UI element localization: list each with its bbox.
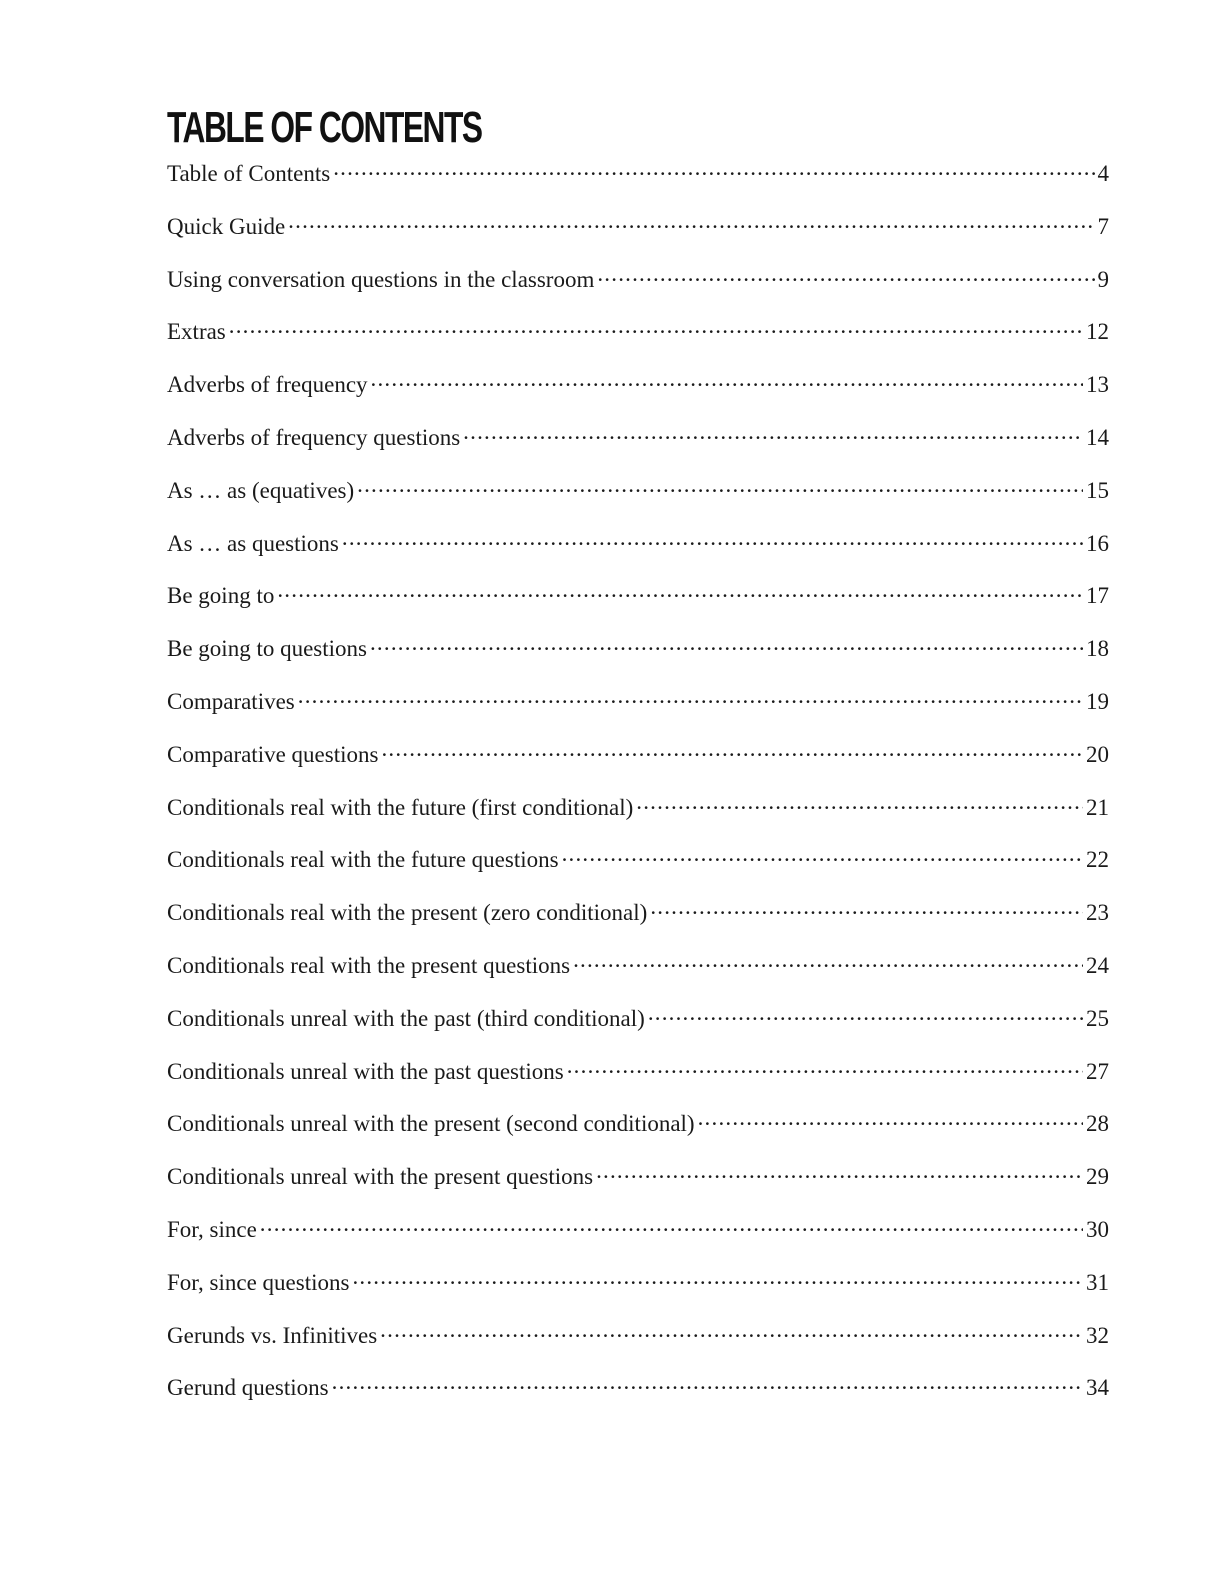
- toc-entry[interactable]: [167, 1267, 1109, 1320]
- toc-entry-title: For, since questions: [167, 1269, 350, 1295]
- dot-leader: [573, 950, 1083, 973]
- toc-page-number: 13: [1086, 372, 1109, 398]
- toc-entry[interactable]: [167, 1320, 1109, 1373]
- toc-entry[interactable]: [167, 369, 1109, 422]
- toc-list: [167, 158, 1109, 1425]
- toc-page-number: 18: [1086, 636, 1109, 662]
- toc-entry-title: Be going to questions: [167, 636, 367, 662]
- dot-leader: [380, 1320, 1083, 1343]
- toc-page-number: 9: [1097, 266, 1109, 292]
- dot-leader: [342, 528, 1083, 551]
- toc-page-number: 28: [1086, 1111, 1109, 1137]
- toc-entry-title: Comparative questions: [167, 741, 379, 767]
- toc-entry-title: Using conversation questions in the classroom: [167, 266, 595, 292]
- dot-leader: [371, 369, 1083, 392]
- toc-page-number: 12: [1086, 319, 1109, 345]
- toc-entry[interactable]: [167, 1108, 1109, 1161]
- toc-entry-title: Conditionals unreal with the past questions: [167, 1058, 564, 1084]
- dot-leader: [597, 264, 1094, 287]
- dot-leader: [463, 422, 1083, 445]
- toc-entry[interactable]: [167, 897, 1109, 950]
- toc-page-number: 15: [1086, 477, 1109, 503]
- toc-page-number: 4: [1097, 161, 1109, 186]
- dot-leader: [636, 792, 1083, 815]
- toc-entry[interactable]: [167, 1214, 1109, 1267]
- dot-leader: [260, 1214, 1083, 1237]
- toc-entry-title: Conditionals unreal with the present (second conditional): [167, 1111, 695, 1137]
- dot-leader: [288, 211, 1094, 234]
- toc-entry-title: Gerunds vs. Infinitives: [167, 1322, 378, 1348]
- toc-entry-title: Adverbs of frequency: [167, 372, 368, 398]
- toc-entry-title: Conditionals real with the present questions: [167, 952, 571, 978]
- toc-entry-title: Conditionals real with the present (zero conditional): [167, 900, 648, 926]
- toc-entry-title: Be going to: [167, 583, 275, 609]
- toc-entry-title: Adverbs of frequency questions: [167, 424, 461, 450]
- dot-leader: [229, 316, 1083, 339]
- toc-page-number: 25: [1086, 1005, 1109, 1031]
- toc-entry[interactable]: [167, 158, 1109, 211]
- toc-entry-title: Conditionals real with the future questions: [167, 847, 559, 873]
- toc-entry-title: Conditionals real with the future (first conditional): [167, 794, 634, 820]
- toc-entry[interactable]: [167, 792, 1109, 845]
- toc-page-number: 34: [1086, 1375, 1109, 1401]
- toc-entry-title: Quick Guide: [167, 213, 286, 239]
- toc-entry-title: Extras: [167, 319, 226, 345]
- dot-leader: [381, 739, 1083, 762]
- toc-page-number: 7: [1097, 213, 1109, 239]
- toc-page-number: 29: [1086, 1164, 1109, 1190]
- toc-entry[interactable]: [167, 264, 1109, 317]
- toc-page-number: 31: [1086, 1269, 1109, 1295]
- toc-page-number: 20: [1086, 741, 1109, 767]
- toc-page-number: 16: [1086, 530, 1109, 556]
- toc-entry-title: Gerund questions: [167, 1375, 329, 1401]
- toc-entry-title: Conditionals unreal with the past (third conditional): [167, 1005, 645, 1031]
- toc-entry[interactable]: [167, 316, 1109, 369]
- toc-entry[interactable]: [167, 686, 1109, 739]
- toc-page-number: 22: [1086, 847, 1109, 873]
- toc-entry[interactable]: [167, 950, 1109, 1003]
- toc-entry-title: Conditionals unreal with the present questions: [167, 1164, 594, 1190]
- toc-entry-title: As … as (equatives): [167, 477, 355, 503]
- toc-entry[interactable]: [167, 211, 1109, 264]
- toc-page-number: 17: [1086, 583, 1109, 609]
- dot-leader: [352, 1267, 1083, 1290]
- toc-entry[interactable]: [167, 1056, 1109, 1109]
- toc-page-number: 27: [1086, 1058, 1109, 1084]
- dot-leader: [357, 475, 1083, 498]
- dot-leader: [698, 1108, 1083, 1131]
- toc-entry-title: As … as questions: [167, 530, 339, 556]
- toc-entry[interactable]: [167, 739, 1109, 792]
- toc-page-number: 21: [1086, 794, 1109, 820]
- toc-page-number: 23: [1086, 900, 1109, 926]
- dot-leader: [333, 158, 1094, 181]
- toc-entry-title: For, since: [167, 1216, 257, 1242]
- toc-entry[interactable]: [167, 1372, 1109, 1425]
- toc-page-number: 32: [1086, 1322, 1109, 1348]
- dot-leader: [562, 844, 1083, 867]
- toc-page-number: 19: [1086, 688, 1109, 714]
- toc-entry[interactable]: [167, 475, 1109, 528]
- toc-entry[interactable]: [167, 1003, 1109, 1056]
- toc-page-number: 14: [1086, 424, 1109, 450]
- toc-entry-title: Comparatives: [167, 688, 295, 714]
- dot-leader: [567, 1056, 1083, 1079]
- toc-entry[interactable]: [167, 633, 1109, 686]
- dot-leader: [596, 1161, 1083, 1184]
- dot-leader: [298, 686, 1083, 709]
- toc-entry[interactable]: [167, 422, 1109, 475]
- document-page: [167, 100, 1109, 1425]
- toc-entry-title: Table of Contents: [167, 161, 331, 186]
- toc-entry[interactable]: [167, 528, 1109, 581]
- dot-leader: [648, 1003, 1083, 1026]
- dot-leader: [332, 1372, 1083, 1395]
- toc-entry[interactable]: [167, 844, 1109, 897]
- dot-leader: [277, 580, 1083, 603]
- toc-page-number: 30: [1086, 1216, 1109, 1242]
- toc-entry[interactable]: [167, 1161, 1109, 1214]
- toc-entry[interactable]: [167, 580, 1109, 633]
- toc-heading: TABLE OF CONTENTS: [167, 103, 482, 152]
- dot-leader: [370, 633, 1083, 656]
- dot-leader: [650, 897, 1083, 920]
- toc-page-number: 24: [1086, 952, 1109, 978]
